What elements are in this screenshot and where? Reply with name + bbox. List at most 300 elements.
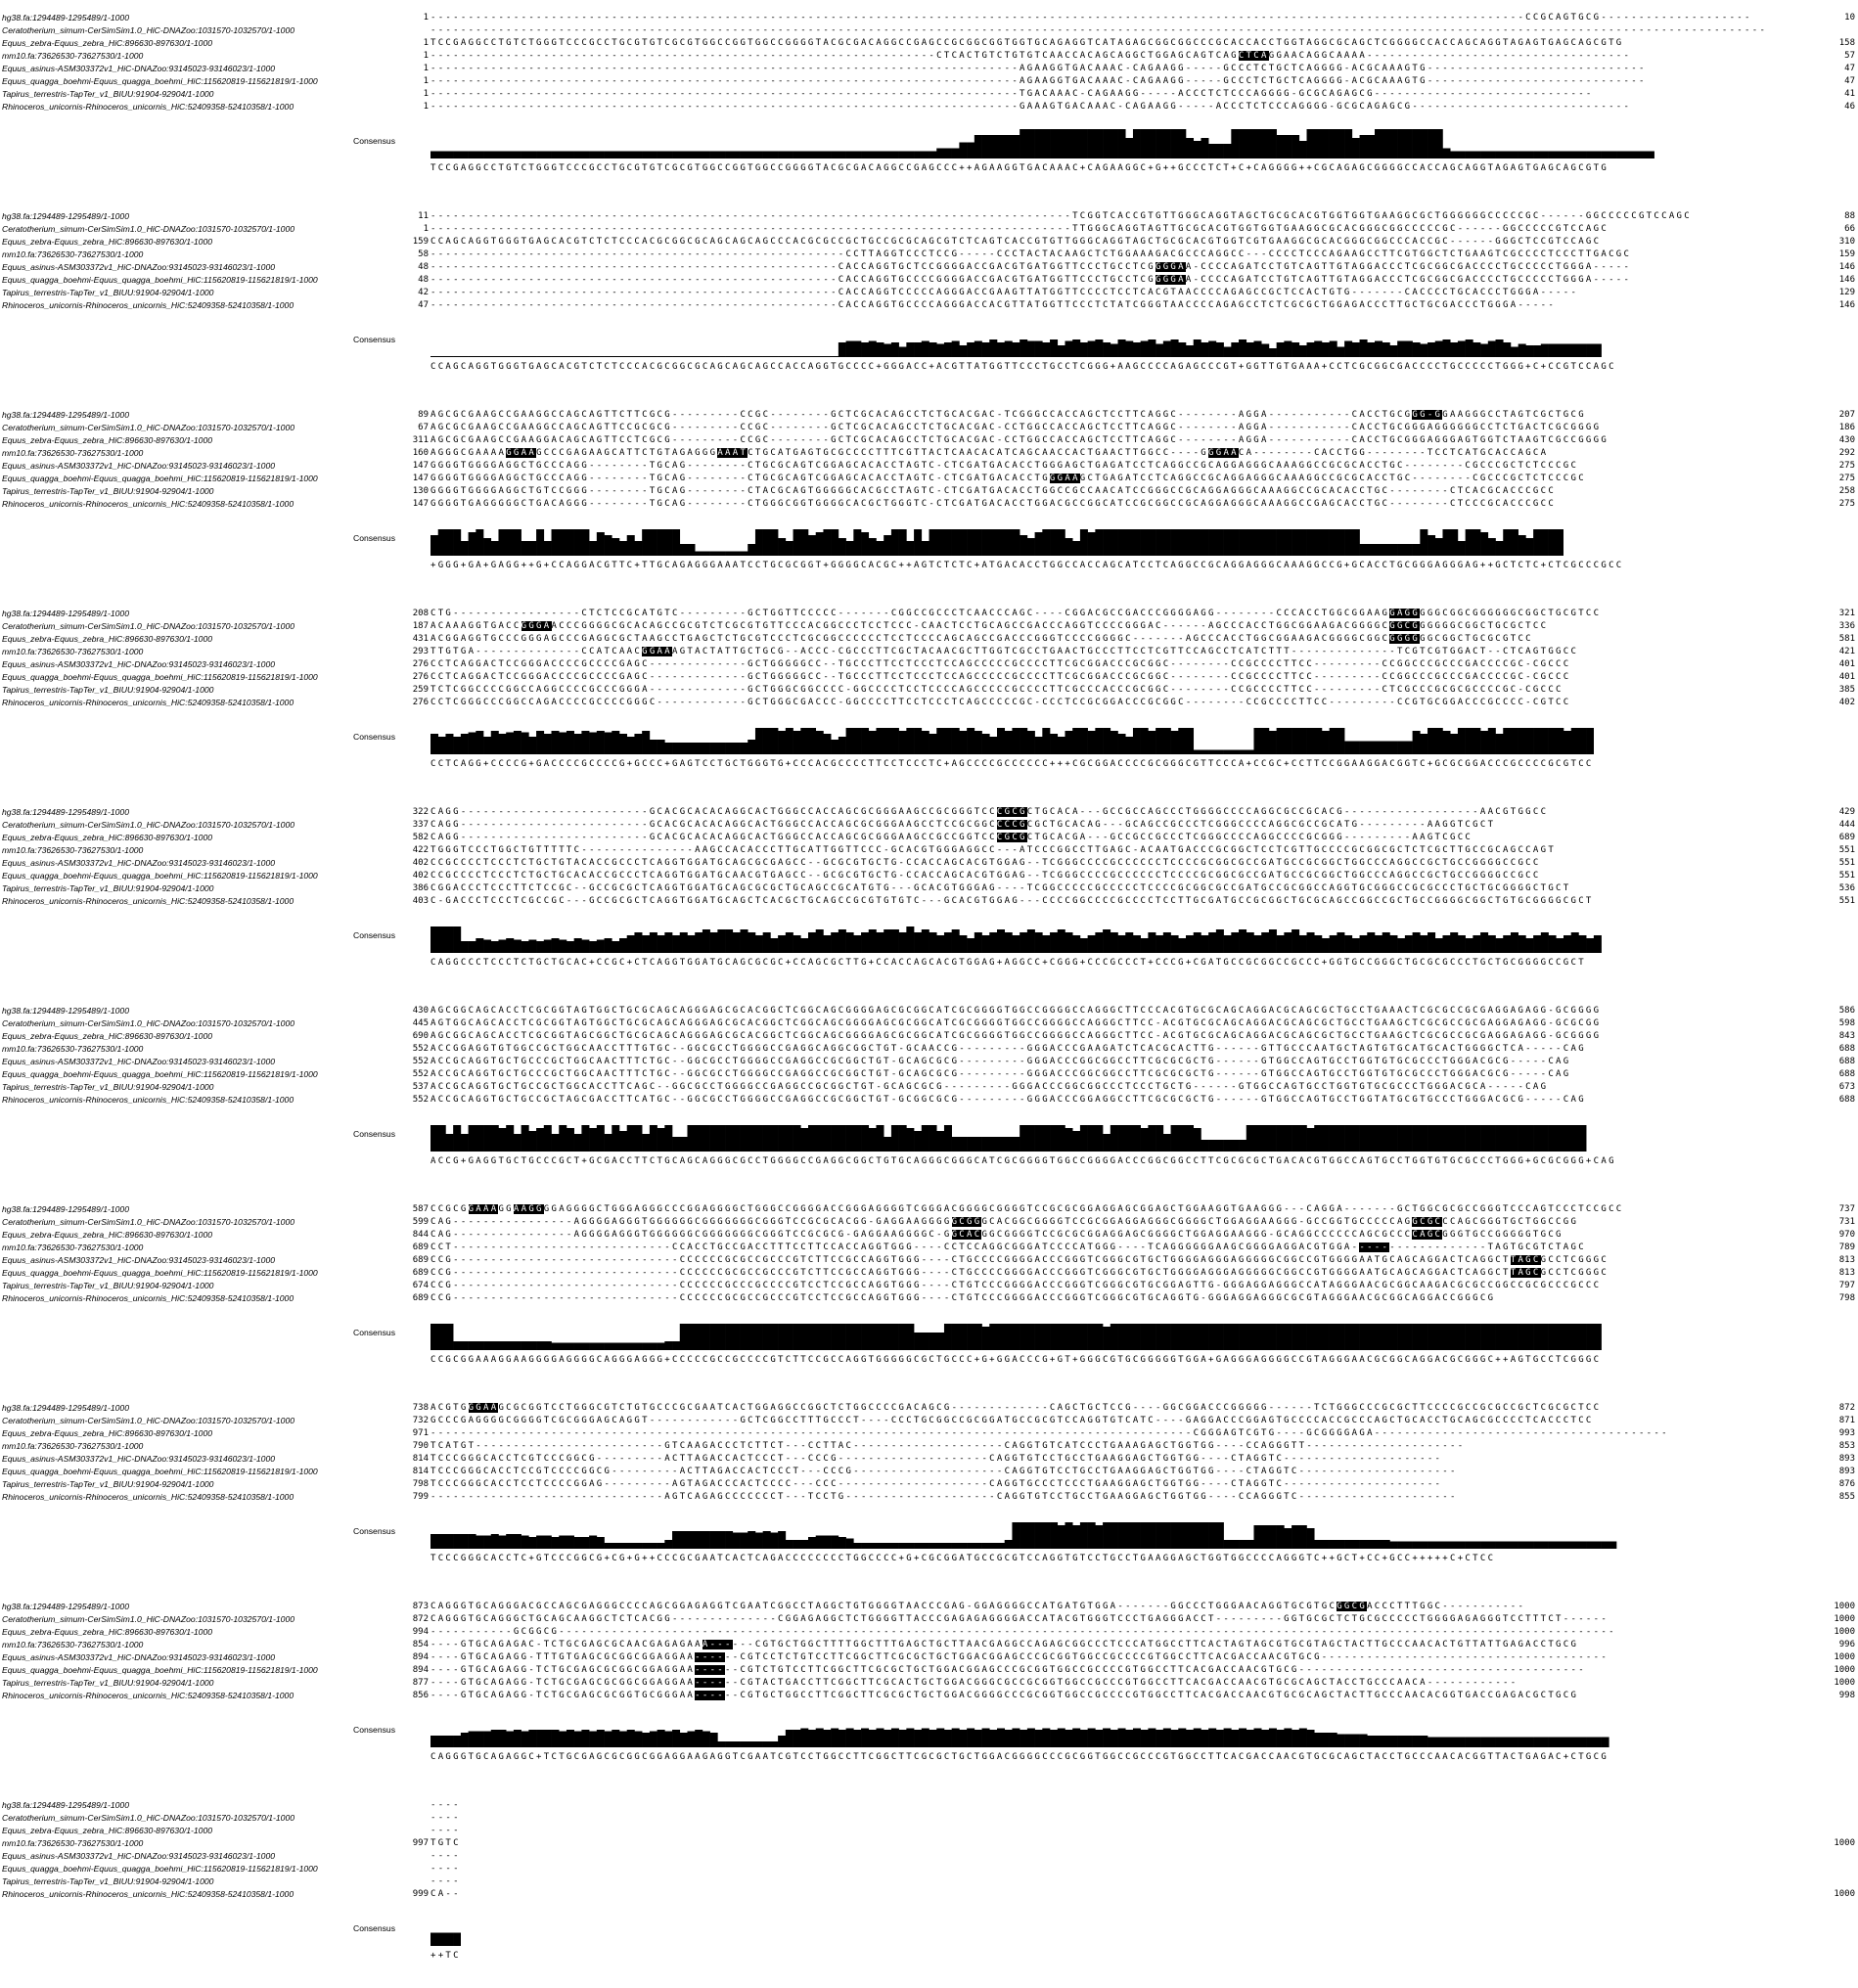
consensus-bar <box>1133 1729 1141 1748</box>
consensus-bar <box>1322 129 1330 158</box>
consensus-bar <box>1413 544 1421 556</box>
motif-highlight: GCGC <box>1412 1217 1443 1227</box>
motif-highlight: AAAT <box>717 448 748 458</box>
consensus-sequence: TCCGAGGCCTGTCTGGGTCCCGCCTGCGTGTCGCGTGGCCGGTGGCCGGGGTACGCGACAGGCCGAGCCC++AGAAGGTGACAAAC+CAGAAGGC+G++GCCCTCT+C+CAGGGG++CGCAGAGCGGGGCCACCAGCAGGTAGAGTGAGCAGCGTG <box>431 163 1609 173</box>
sequence-name: Equus_quagga_boehmi-Equus_quagga_boehmi_HiC:115620819-115621819/1-1000 <box>2 76 318 86</box>
consensus-bar <box>1005 341 1013 358</box>
consensus-bar <box>702 356 710 357</box>
sequence-name: mm10.fa:73626530-73627530/1-1000 <box>2 647 144 656</box>
consensus-bar <box>899 932 907 953</box>
start-position: 293 <box>412 647 429 656</box>
consensus-bar <box>1231 342 1239 357</box>
consensus-bar <box>989 339 997 357</box>
consensus-bar <box>506 529 514 556</box>
consensus-bar <box>559 152 566 159</box>
motif-highlight: CCCG <box>996 820 1027 830</box>
consensus-bar <box>544 1125 552 1152</box>
sequence-residues: ACCGCAGGTGCTGCCCGCTGGCAACTTTCTGC--GGCGCCTGGGGCCGAGGCCGCGGCTGT-GCAGCGCG---------GGGACCCGGCGGCCTTCGCGCGCTG------GTGGCCAGTGCCTGGTGTGCGCCCTGGGACGCG-----CAG <box>431 1057 1571 1066</box>
consensus-bar <box>1072 1324 1080 1350</box>
end-position: 970 <box>1838 1230 1855 1240</box>
motif-highlight: GGGA <box>1155 275 1186 285</box>
consensus-bar <box>1299 345 1307 357</box>
consensus-bar <box>710 1125 718 1152</box>
consensus-bar <box>1141 341 1149 358</box>
consensus-bar <box>717 552 725 557</box>
consensus-bar <box>1458 935 1466 953</box>
consensus-bar <box>528 1341 536 1350</box>
consensus-bar <box>1458 341 1466 358</box>
consensus-bar <box>899 731 907 754</box>
consensus-bar <box>1058 1729 1065 1748</box>
consensus-bar <box>1330 935 1337 953</box>
consensus-bar <box>853 152 861 159</box>
consensus-bar <box>1246 1125 1254 1152</box>
consensus-bar <box>1496 938 1504 953</box>
consensus-bar <box>770 356 778 357</box>
consensus-bar <box>1239 529 1246 556</box>
consensus-bar <box>710 743 718 754</box>
end-position: 401 <box>1838 659 1855 669</box>
sequence-name: Equus_asinus-ASM303372v1_HiC-DNAZoo:93145023-93146023/1-1000 <box>2 858 276 868</box>
sequence-row <box>0 671 1858 684</box>
consensus-bar <box>528 940 536 954</box>
consensus-bar <box>680 1137 688 1152</box>
sequence-row <box>0 236 1858 248</box>
consensus-bar <box>717 1531 725 1549</box>
consensus-bar <box>1352 1324 1360 1350</box>
consensus-bar <box>1292 1525 1299 1549</box>
consensus-bar <box>725 552 733 557</box>
consensus-bar <box>1549 1324 1557 1350</box>
consensus-bar <box>944 1543 952 1549</box>
consensus-bar <box>1503 935 1511 953</box>
consensus-bar <box>891 1543 899 1549</box>
consensus-bar <box>498 152 506 159</box>
consensus-bar <box>506 152 514 159</box>
consensus-bar <box>710 552 718 557</box>
consensus-bar <box>1027 341 1035 358</box>
consensus-bar <box>1518 1125 1526 1152</box>
consensus-bar <box>1631 152 1639 159</box>
sequence-residues: ---- <box>431 1826 461 1835</box>
consensus-bar <box>1435 538 1443 556</box>
consensus-bar <box>1171 1125 1179 1152</box>
consensus-bar <box>1133 935 1141 953</box>
sequence-row <box>0 37 1858 50</box>
consensus-bar <box>1397 938 1405 953</box>
consensus-bar <box>1586 152 1594 159</box>
consensus-bar <box>717 1125 725 1152</box>
start-position: 1 <box>423 38 429 48</box>
consensus-bar <box>1050 529 1058 556</box>
start-position: 582 <box>412 833 429 842</box>
consensus-bar <box>1141 1522 1149 1549</box>
end-position: 444 <box>1838 820 1855 830</box>
consensus-bar <box>725 1324 733 1350</box>
consensus-bar <box>869 1324 877 1350</box>
consensus-bar <box>763 1324 771 1350</box>
consensus-bar <box>445 1134 453 1152</box>
consensus-bar <box>1360 135 1368 158</box>
consensus-bar <box>1488 1738 1496 1748</box>
sequence-residues: TTGTGA--------------CCATCAACGGAAAGTACTATTGCTGCG--ACCC-CGCCCTTCGCTACAACGCTTGGTCGCCTGAACTGCCCTTCCTCGTTCCAGCCTCATCTTT--------------TCGTCGTGGACT--CTCAGTGGCC <box>431 647 1579 656</box>
consensus-bar <box>1337 1735 1344 1748</box>
consensus-label: Consensus <box>353 533 395 543</box>
consensus-bar <box>1269 929 1277 953</box>
consensus-bar <box>1344 129 1352 158</box>
consensus-bar <box>989 737 997 754</box>
consensus-bar <box>884 728 891 754</box>
consensus-bar <box>1511 529 1518 556</box>
consensus-bar <box>506 1125 514 1152</box>
consensus-bar <box>823 1125 831 1152</box>
sequence-name: mm10.fa:73626530-73627530/1-1000 <box>2 1044 144 1054</box>
consensus-bar <box>793 356 801 357</box>
consensus-bar <box>846 152 854 159</box>
sequence-row <box>0 857 1858 870</box>
consensus-bar <box>612 152 619 159</box>
consensus-bar <box>1518 1738 1526 1748</box>
consensus-bar <box>1050 1522 1058 1549</box>
sequence-residues: C-GACCCTCCCTCGCCGC---GCCGCGCTCAGGTGGATGCAGCTCACGCTGCAGCCGCGTGTGTC---GCACGTGGAG---CCCCGGCCCCGCCCCTCCTTGCGATGCCGCGGCTGCGCAGCCGGCCGCTGCCGGGGCGGCTGTGCGGGGCGCT <box>431 896 1594 906</box>
consensus-bar <box>997 1137 1005 1152</box>
sequence-residues: CCGCCCCTCCCTCTGCTGCACACCGCCCTCAGGTGGATGCAACGTGAGCC--GCGCGTGCTG-CCACCAGCACGTGGAG--TCGGGCCCCGCCCCCCTCCCCGCGGCGCCGATGCCGCGGCTGGCCCAGGCCGCTGCCGGGGCCGCC <box>431 871 1541 881</box>
consensus-bar <box>1314 935 1322 953</box>
consensus-bar <box>1344 742 1352 755</box>
consensus-bar <box>528 152 536 159</box>
consensus-bar <box>1496 1125 1504 1152</box>
consensus-bar <box>498 940 506 954</box>
sequence-row <box>0 1875 1858 1888</box>
motif-highlight: GG-G <box>1412 410 1443 420</box>
consensus-bar <box>1322 529 1330 556</box>
consensus-bar <box>1163 529 1171 556</box>
sequence-row <box>0 12 1858 24</box>
consensus-bar <box>1563 1542 1571 1550</box>
consensus-bar <box>786 1324 793 1350</box>
consensus-bar <box>831 740 838 754</box>
consensus-bar <box>982 1729 990 1748</box>
consensus-bar <box>974 1730 982 1747</box>
sequence-residues: ----GTGCAGAGG-TCTGCGAGCGCGGTGCGGGAA------CGTGCTGGCCTTCGGCTTCGCGCTGCTGGACGGGGCCCGCGGTGGCCGCCCCGTGGCCTTCACGACCAACGTGCGCAGCTACTTGCCCAACACGGTGACCGAGACGCTGCG <box>431 1691 1579 1700</box>
end-position: 158 <box>1838 38 1855 48</box>
consensus-bar <box>491 1341 499 1350</box>
consensus-bar <box>1503 529 1511 556</box>
consensus-bar <box>438 529 446 556</box>
consensus-bar <box>1125 138 1133 158</box>
consensus-bar <box>1005 932 1013 953</box>
sequence-residues: GGGGTGAGGGGGCTGACAGGG--------TGCAG--------CTGGGCGGTGGGGCACGCTGGGTC-CTCGATGACACCTGGACGCCGGCATCCGCGGCCGCAGGAGGGCAAAGGCCGAGCACCTGC--------CTCCCGCACCCGCC <box>431 499 1557 509</box>
consensus-bar <box>914 342 922 357</box>
end-position: 813 <box>1838 1255 1855 1265</box>
consensus-bar <box>1088 1324 1096 1350</box>
start-position: 844 <box>412 1230 429 1240</box>
start-position: 58 <box>418 249 429 259</box>
consensus-bar <box>741 1533 748 1550</box>
consensus-bar <box>967 1729 974 1748</box>
consensus-bar <box>1488 538 1496 556</box>
consensus-bar <box>1178 1125 1186 1152</box>
consensus-label: Consensus <box>353 1526 395 1536</box>
consensus-bar <box>528 1131 536 1152</box>
consensus-bar <box>861 1729 869 1748</box>
sequence-name: Equus_asinus-ASM303372v1_HiC-DNAZoo:93145023-93146023/1-1000 <box>2 262 276 272</box>
consensus-bar <box>884 152 891 159</box>
consensus-bar <box>1442 1738 1450 1748</box>
start-position: 872 <box>412 1614 429 1624</box>
consensus-bar <box>1367 1540 1375 1549</box>
sequence-name: hg38.fa:1294489-1295489/1-1000 <box>2 1602 129 1611</box>
consensus-bar <box>1578 1738 1586 1748</box>
consensus-bar <box>733 1324 741 1350</box>
start-position: 422 <box>412 845 429 855</box>
consensus-bar <box>1277 529 1285 556</box>
consensus-bar <box>1042 1125 1050 1152</box>
consensus-bar <box>1253 1324 1261 1350</box>
consensus-bar <box>1337 932 1344 953</box>
consensus-bar <box>1156 129 1163 158</box>
consensus-bar <box>838 737 846 754</box>
consensus-bar <box>710 1531 718 1549</box>
start-position: 856 <box>412 1691 429 1700</box>
consensus-bar <box>1186 1522 1194 1549</box>
consensus-bar <box>1586 1324 1594 1350</box>
consensus-bar <box>461 1134 469 1152</box>
consensus-bar <box>1246 932 1254 953</box>
consensus-bar <box>1156 1125 1163 1152</box>
consensus-bar <box>431 1324 438 1350</box>
consensus-bar <box>1420 129 1427 158</box>
sequence-name: Ceratotherium_simum-CerSimSim1.0_HiC-DNAZoo:1031570-1032570/1-1000 <box>2 224 295 234</box>
end-position: 47 <box>1844 64 1855 73</box>
consensus-bar <box>597 731 605 754</box>
consensus-bar <box>778 731 786 754</box>
consensus-bar <box>483 1732 491 1748</box>
consensus-bar <box>566 356 574 357</box>
consensus-bar <box>1269 1729 1277 1748</box>
consensus-bar <box>1277 1525 1285 1549</box>
consensus-bar <box>1533 1542 1541 1550</box>
consensus-bar <box>597 356 605 357</box>
consensus-bar <box>1382 1736 1390 1747</box>
sequence-name: hg38.fa:1294489-1295489/1-1000 <box>2 410 129 420</box>
consensus-bar <box>1442 149 1450 159</box>
sequence-name: Ceratotherium_simum-CerSimSim1.0_HiC-DNAZoo:1031570-1032570/1-1000 <box>2 1614 295 1624</box>
consensus-bar <box>1473 1125 1480 1152</box>
start-position: 42 <box>418 288 429 297</box>
consensus-bar <box>793 1730 801 1747</box>
sequence-residues: AGCGCGAAGCCGAAGGACAGCAGTTCCTCGCG---------CCGC--------GCTCGCACAGCCTCTGCACGAC-CCTGGCCACCAGCTCCTTCAGGC--------AGGA-----------CACCTGCGGGAGGGAGTGGTCTAAGTCGCCGGGG <box>431 435 1609 445</box>
start-position: 1 <box>423 89 429 99</box>
sequence-name: hg38.fa:1294489-1295489/1-1000 <box>2 609 129 618</box>
consensus-sequence: CCAGCAGGTGGGTGAGCACGTCTCTCCCACGCGGCGCAGCAGCAGCCACCAGGTGCCCC+GGGACC+ACGTTATGGTTCCCTGCCTCGGG+AAGCCCCAGAGCCCGT+GGTTGTGAAA+CCTCGCGGCGACCCCTGCCCCCTGGG+C+CCGTCCAGC <box>431 362 1616 372</box>
consensus-bar <box>544 152 552 159</box>
consensus-bar <box>808 535 816 556</box>
consensus-bar <box>1541 344 1549 358</box>
consensus-bar <box>846 541 854 556</box>
consensus-bar <box>1012 1729 1020 1748</box>
consensus-bar <box>1556 1324 1563 1350</box>
consensus-bar <box>627 1543 635 1549</box>
end-position: 401 <box>1838 672 1855 682</box>
consensus-bar <box>1224 347 1232 358</box>
consensus-bar <box>1020 1730 1027 1747</box>
consensus-bar <box>1005 529 1013 556</box>
consensus-bar <box>1322 938 1330 953</box>
consensus-bar <box>1330 1733 1337 1747</box>
consensus-bar <box>1035 1324 1043 1350</box>
sequence-name: Rhinoceros_unicornis-Rhinoceros_unicornis_HiC:52409358-52410358/1-1000 <box>2 896 295 906</box>
consensus-bar <box>1609 152 1616 159</box>
consensus-bar <box>1284 1528 1292 1549</box>
consensus-bar <box>1405 1736 1413 1747</box>
consensus-histogram <box>431 1321 1602 1350</box>
consensus-bar <box>1284 529 1292 556</box>
consensus-bar <box>1458 541 1466 556</box>
consensus-bar <box>1178 938 1186 953</box>
start-position: 208 <box>412 609 429 618</box>
consensus-bar <box>1450 1125 1458 1152</box>
consensus-bar <box>1103 929 1110 953</box>
sequence-residues: ---- <box>431 1800 461 1810</box>
consensus-bar <box>528 1537 536 1549</box>
consensus-bar <box>1110 529 1118 556</box>
consensus-bar <box>581 1125 589 1152</box>
consensus-bar <box>605 1732 612 1748</box>
consensus-bar <box>574 152 582 159</box>
consensus-bar <box>650 740 657 754</box>
consensus-histogram <box>431 924 1602 953</box>
consensus-bar <box>1194 750 1201 755</box>
consensus-bar <box>1194 339 1201 357</box>
consensus-bar <box>1208 529 1216 556</box>
consensus-bar <box>997 135 1005 158</box>
consensus-bar <box>763 728 771 754</box>
consensus-bar <box>1050 339 1058 357</box>
consensus-bar <box>800 356 808 357</box>
consensus-bar <box>838 1537 846 1549</box>
consensus-bar <box>1389 1736 1397 1747</box>
end-position: 1000 <box>1834 1665 1855 1675</box>
consensus-bar <box>1525 1542 1533 1550</box>
consensus-bar <box>1427 1125 1435 1152</box>
consensus-bar <box>770 1741 778 1747</box>
consensus-bar <box>1208 341 1216 358</box>
consensus-bar <box>922 1125 929 1152</box>
consensus-bar <box>566 1536 574 1550</box>
sequence-name: Rhinoceros_unicornis-Rhinoceros_unicornis_HiC:52409358-52410358/1-1000 <box>2 1691 295 1700</box>
consensus-bar <box>521 1732 529 1748</box>
motif-highlight: GAAA <box>468 1204 499 1214</box>
sequence-name: mm10.fa:73626530-73627530/1-1000 <box>2 1441 144 1451</box>
consensus-bar <box>1586 1542 1594 1550</box>
consensus-bar <box>1375 1540 1382 1549</box>
consensus-bar <box>1571 1324 1579 1350</box>
consensus-bar <box>914 152 922 159</box>
end-position: 146 <box>1838 300 1855 310</box>
consensus-bar <box>763 152 771 159</box>
consensus-bar <box>1027 929 1035 953</box>
consensus-bar <box>748 1531 755 1549</box>
consensus-bar <box>967 1137 974 1152</box>
consensus-bar <box>1488 1324 1496 1350</box>
consensus-histogram <box>431 1917 461 1946</box>
consensus-bar <box>1563 935 1571 953</box>
consensus-bar <box>1413 932 1421 953</box>
consensus-bar <box>1261 129 1269 158</box>
consensus-bar <box>778 1531 786 1549</box>
consensus-label: Consensus <box>353 335 395 344</box>
consensus-bar <box>1020 129 1027 158</box>
consensus-bar <box>846 932 854 953</box>
consensus-bar <box>1352 1735 1360 1748</box>
consensus-bar <box>612 731 619 754</box>
sequence-row <box>0 1491 1858 1504</box>
consensus-bar <box>861 1125 869 1152</box>
alignment-block <box>0 1601 1858 1789</box>
consensus-bar <box>1080 129 1088 158</box>
end-position: 186 <box>1838 423 1855 432</box>
start-position: 1 <box>423 64 429 73</box>
consensus-bar <box>876 728 884 754</box>
consensus-bar <box>1473 1324 1480 1350</box>
consensus-bar <box>634 1125 642 1152</box>
consensus-bar <box>605 535 612 556</box>
start-position: 1 <box>423 13 429 23</box>
consensus-bar <box>672 1531 680 1549</box>
consensus-bar <box>770 728 778 754</box>
alignment-block <box>0 1799 1858 1988</box>
consensus-bar <box>506 1732 514 1748</box>
start-position: 552 <box>412 1044 429 1054</box>
consensus-bar <box>906 728 914 754</box>
consensus-bar <box>1488 1542 1496 1550</box>
consensus-bar <box>861 1324 869 1350</box>
consensus-bar <box>1427 535 1435 556</box>
consensus-bar <box>1405 341 1413 358</box>
sequence-residues: CCTCAGGACTCCGGGACCCCGCCCCGAGC-------------GCTGGGGGCC--TGCCCTTCCTCCCTCCAGCCCCCGCCCCTTCGCGGACCCGCGGC--------CCGCCCCTTCC---------CCGGCCCGCCCGACCCCGC-CGCCC <box>431 659 1571 669</box>
consensus-sequence: CCTCAGG+CCCCG+GACCCCGCCCCG+GCCC+GAGTCCTGCTGGGTG+CCCACGCCCCTTCCTCCCTC+AGCCCCGCCCCCC+++CGCGGACCCCGCGGGCGTTCCCA+CCGC+CCTTCCGGAAGGACGGTC+GCGCGGACCCGCCCCGCGTCC <box>431 759 1594 769</box>
consensus-bar <box>1616 152 1624 159</box>
consensus-bar <box>431 1534 438 1549</box>
sequence-row <box>0 1402 1858 1415</box>
sequence-row <box>0 819 1858 832</box>
consensus-bar <box>1072 339 1080 357</box>
alignment-block <box>0 1402 1858 1591</box>
consensus-bar <box>1541 1738 1549 1748</box>
consensus-bar <box>619 541 627 556</box>
consensus-histogram <box>431 328 1602 357</box>
consensus-bar <box>1413 129 1421 158</box>
sequence-name: Equus_quagga_boehmi-Equus_quagga_boehmi_HiC:115620819-115621819/1-1000 <box>2 871 318 881</box>
start-position: 552 <box>412 1057 429 1066</box>
consensus-bar <box>1307 1128 1315 1152</box>
consensus-bar <box>1110 344 1118 358</box>
consensus-bar <box>1435 1738 1443 1748</box>
consensus-bar <box>763 932 771 953</box>
consensus-bar <box>1466 339 1473 357</box>
consensus-bar <box>1549 935 1557 953</box>
consensus-bar <box>1261 1730 1269 1747</box>
consensus-bar <box>1171 529 1179 556</box>
consensus-bar <box>1525 345 1533 357</box>
consensus-bar <box>445 152 453 159</box>
consensus-bar <box>1480 1125 1488 1152</box>
consensus-bar <box>1133 129 1141 158</box>
consensus-bar <box>1095 728 1103 754</box>
consensus-bar <box>1201 138 1208 158</box>
end-position: 321 <box>1838 609 1855 618</box>
